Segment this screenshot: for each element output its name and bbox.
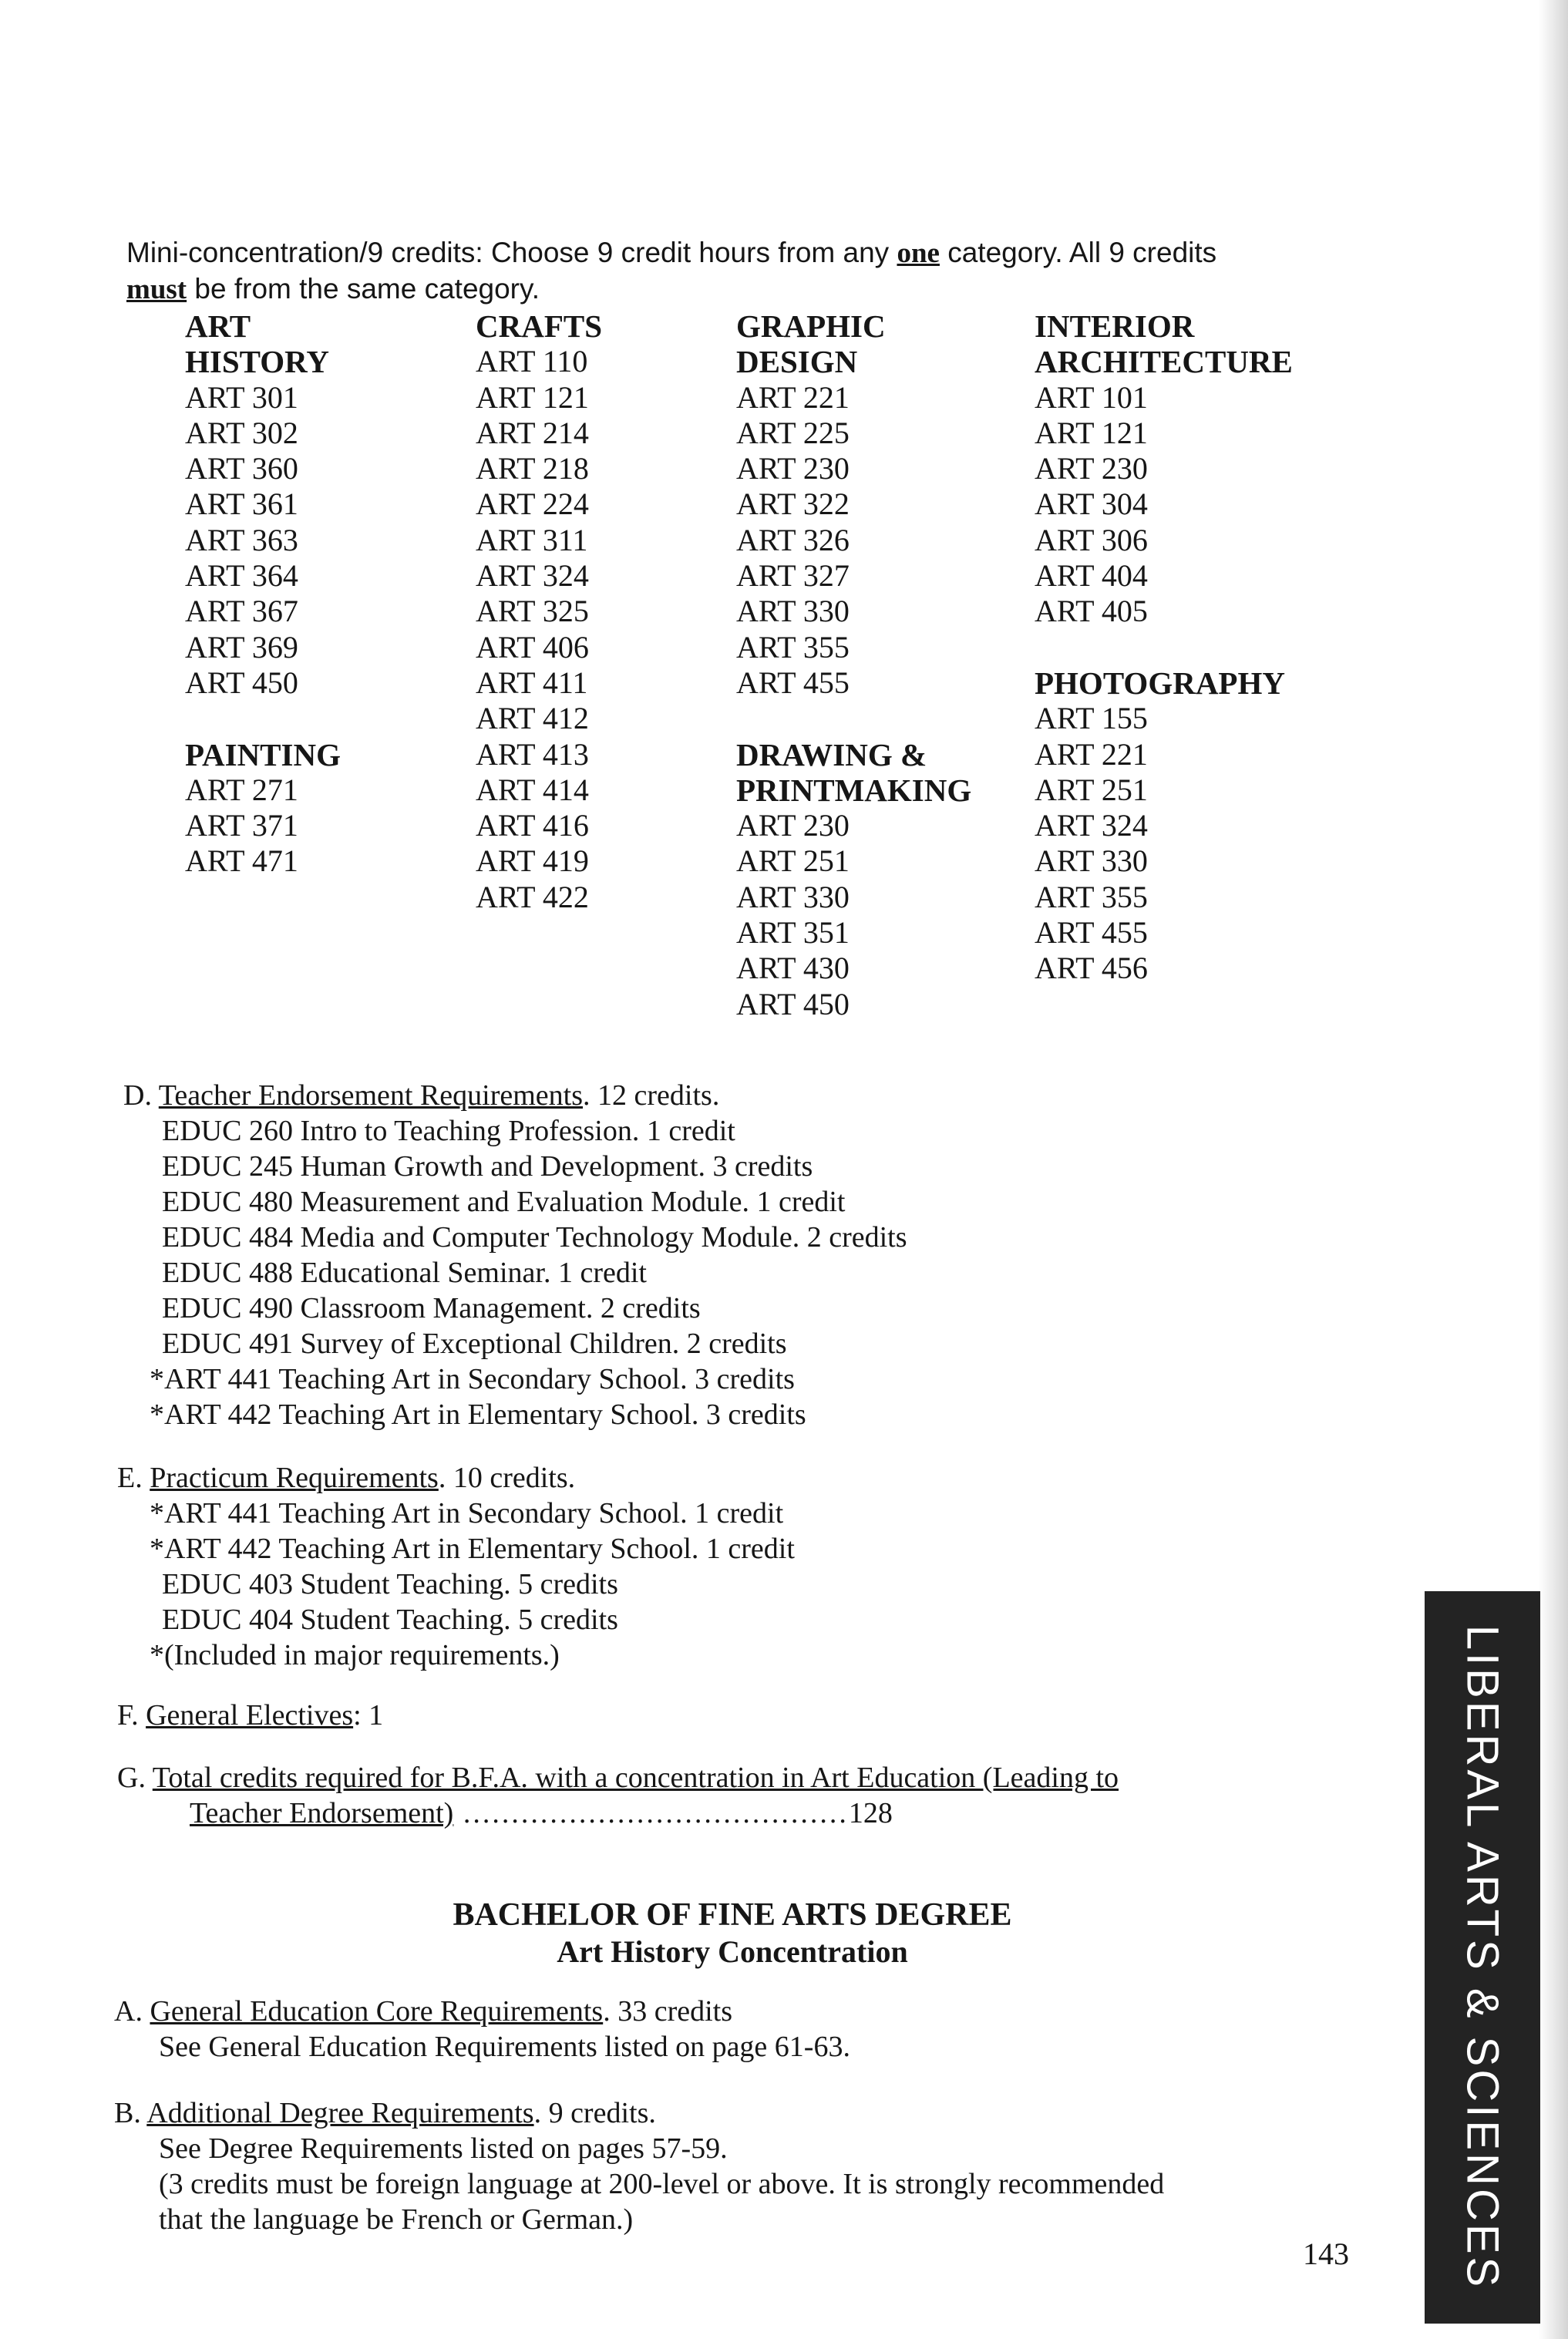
section-f-general-electives: F. General Electives: 1 — [117, 1699, 384, 1732]
side-tab-label: LIBERAL ARTS & SCIENCES — [1457, 1624, 1508, 2290]
course-item: ART 330 — [736, 594, 850, 629]
course-item: ART 230 — [736, 808, 850, 843]
requirement-item: EDUC 484 Media and Computer Technology Module. 2 credits — [162, 1221, 907, 1254]
degree-subtitle: Art History Concentration — [557, 1934, 908, 1969]
category-heading: ART — [185, 308, 251, 344]
course-item: ART 271 — [185, 772, 298, 807]
section-g-total-credits: G. Total credits required for B.F.A. with a concentration in Art Education (Leading to Teacher Endorsement) ........................................128 — [117, 1762, 1119, 1829]
course-item: ART 327 — [736, 558, 850, 594]
course-item: ART 221 — [736, 379, 850, 415]
course-item: ART 450 — [185, 665, 298, 700]
course-item: ART 224 — [476, 486, 589, 522]
course-item: ART 351 — [736, 915, 850, 951]
course-item: ART 121 — [1035, 415, 1148, 450]
course-item: ART 361 — [185, 486, 298, 522]
course-item: ART 218 — [476, 451, 589, 486]
intro-text-c: be from the same category. — [187, 273, 540, 305]
course-item: ART 322 — [736, 486, 850, 522]
category-column-graphic-design — [736, 308, 971, 1022]
category-heading: PRINTMAKING — [736, 772, 972, 808]
section-title: Total credits required for B.F.A. with a concentration in Art Education (Leading to — [152, 1762, 1119, 1794]
requirement-item: EDUC 488 Educational Seminar. 1 credit — [162, 1257, 647, 1289]
course-item: ART 324 — [1035, 808, 1148, 843]
page-number: 143 — [1303, 2236, 1349, 2271]
course-item: ART 221 — [1035, 736, 1148, 772]
requirement-item: EDUC 404 Student Teaching. 5 credits — [162, 1604, 618, 1636]
section-d-teacher-endorsement — [123, 1078, 907, 1432]
leader-dots: ........................................ — [453, 1797, 849, 1829]
course-item: ART 471 — [185, 843, 298, 879]
requirement-item: *ART 441 Teaching Art in Secondary School. 3 credits — [150, 1363, 795, 1395]
section-a-general-education: A. General Education Core Requirements. 33 credits See General Education Requirements listed on page 61-63. — [114, 1995, 850, 2063]
section-title: General Electives — [146, 1699, 354, 1732]
section-title: Additional Degree Requirements — [146, 2097, 534, 2129]
course-item: ART 414 — [476, 772, 589, 807]
course-item: ART 230 — [736, 451, 850, 486]
category-heading: CRAFTS — [476, 308, 603, 344]
course-item: ART 455 — [736, 665, 850, 700]
page-edge-shadow — [1539, 0, 1568, 2339]
category-heading: PAINTING — [185, 736, 341, 772]
requirement-item: EDUC 490 Classroom Management. 2 credits — [162, 1292, 701, 1324]
intro-emphasis-one: one — [897, 237, 940, 269]
requirement-item: (3 credits must be foreign language at 200-level or above. It is strongly recommended — [159, 2168, 1165, 2200]
section-title: General Education Core Requirements — [150, 1995, 604, 2028]
category-column-interior-architecture — [1035, 308, 1293, 987]
course-item: ART 404 — [1035, 558, 1148, 594]
section-heading: E. Practicum Requirements. 10 credits. — [117, 1462, 576, 1494]
section-b-additional-degree: B. Additional Degree Requirements. 9 credits. See Degree Requirements listed on pages 57-59. (3 credits must be foreign language at 200-level or above. It is strongly recommended that the language be French or German.) — [114, 2095, 1378, 2237]
course-item: ART 369 — [185, 629, 298, 665]
requirement-item: EDUC 480 Measurement and Evaluation Module. 1 credit — [162, 1186, 846, 1218]
category-column-crafts — [476, 308, 602, 915]
category-heading: PHOTOGRAPHY — [1035, 665, 1285, 701]
section-e-practicum — [117, 1460, 795, 1673]
requirement-item: See Degree Requirements listed on pages 57-59. — [159, 2132, 728, 2165]
course-item: ART 371 — [185, 808, 298, 843]
requirement-item: EDUC 245 Human Growth and Development. 3 credits — [162, 1150, 813, 1183]
course-item: ART 325 — [476, 594, 589, 629]
section-heading: D. Teacher Endorsement Requirements. 12 credits. — [123, 1079, 720, 1112]
requirement-item: *ART 442 Teaching Art in Elementary School. 1 credit — [150, 1533, 795, 1565]
requirement-item: EDUC 403 Student Teaching. 5 credits — [162, 1568, 618, 1600]
course-item: ART 422 — [476, 879, 589, 914]
course-item: ART 419 — [476, 843, 589, 879]
course-item: ART 455 — [1035, 915, 1148, 951]
intro-text-b: category. All 9 credits — [939, 237, 1217, 268]
section-title: Teacher Endorsement Requirements — [158, 1079, 584, 1112]
course-item: ART 364 — [185, 558, 298, 594]
category-heading: ARCHITECTURE — [1035, 344, 1293, 380]
section-title: Practicum Requirements — [150, 1462, 439, 1494]
course-item: ART 360 — [185, 451, 298, 486]
course-item: ART 304 — [1035, 486, 1148, 522]
course-item: ART 430 — [736, 951, 850, 986]
category-column-art-history — [185, 308, 341, 880]
mini-concentration-intro — [126, 235, 1375, 308]
course-item: ART 367 — [185, 594, 298, 629]
category-heading: HISTORY — [185, 344, 329, 380]
course-item: ART 301 — [185, 379, 298, 415]
intro-text-a: Mini-concentration/9 credits: Choose 9 credit hours from any — [126, 237, 897, 268]
total-credits-value: 128 — [848, 1797, 893, 1829]
course-item: ART 355 — [736, 629, 850, 665]
requirement-item: that the language be French or German.) — [159, 2203, 634, 2236]
course-item: ART 251 — [736, 843, 850, 879]
category-heading: DESIGN — [736, 344, 858, 380]
course-item: ART 230 — [1035, 451, 1148, 486]
course-item: ART 155 — [1035, 701, 1148, 736]
category-heading: GRAPHIC — [736, 308, 886, 344]
course-item: ART 311 — [476, 522, 588, 557]
requirement-item: EDUC 491 Survey of Exceptional Children. 2 credits — [162, 1328, 787, 1360]
requirement-item: *ART 442 Teaching Art in Elementary School. 3 credits — [150, 1398, 806, 1431]
course-item: ART 225 — [736, 415, 850, 450]
course-item: ART 405 — [1035, 594, 1148, 629]
category-heading: INTERIOR — [1035, 308, 1195, 344]
course-item: ART 330 — [736, 879, 850, 914]
course-item: ART 413 — [476, 736, 589, 772]
course-item: ART 214 — [476, 415, 589, 450]
section-side-tab — [1425, 1591, 1540, 2324]
course-item: ART 324 — [476, 558, 589, 594]
course-item: ART 110 — [476, 344, 588, 379]
requirement-item: EDUC 260 Intro to Teaching Profession. 1 credit — [162, 1115, 735, 1147]
course-item: ART 411 — [476, 665, 588, 700]
course-item: ART 251 — [1035, 772, 1148, 807]
course-item: ART 412 — [476, 701, 589, 736]
course-item: ART 330 — [1035, 843, 1148, 879]
course-item: ART 306 — [1035, 522, 1148, 557]
course-item: ART 416 — [476, 808, 589, 843]
course-item: ART 302 — [185, 415, 298, 450]
degree-title: BACHELOR OF FINE ARTS DEGREE — [453, 1897, 1012, 1933]
course-item: ART 363 — [185, 522, 298, 557]
category-heading: DRAWING & — [736, 736, 927, 772]
requirement-item: *ART 441 Teaching Art in Secondary School. 1 credit — [150, 1497, 784, 1530]
course-item: ART 326 — [736, 522, 850, 557]
course-item: ART 456 — [1035, 951, 1148, 986]
footnote: *(Included in major requirements.) — [150, 1639, 560, 1671]
course-item: ART 101 — [1035, 379, 1148, 415]
course-item: ART 355 — [1035, 879, 1148, 914]
course-item: ART 406 — [476, 629, 589, 665]
course-item: ART 121 — [476, 379, 589, 415]
requirement-item: See General Education Requirements listed on page 61-63. — [159, 2031, 850, 2063]
intro-emphasis-must: must — [126, 274, 187, 305]
course-item: ART 450 — [736, 986, 850, 1021]
